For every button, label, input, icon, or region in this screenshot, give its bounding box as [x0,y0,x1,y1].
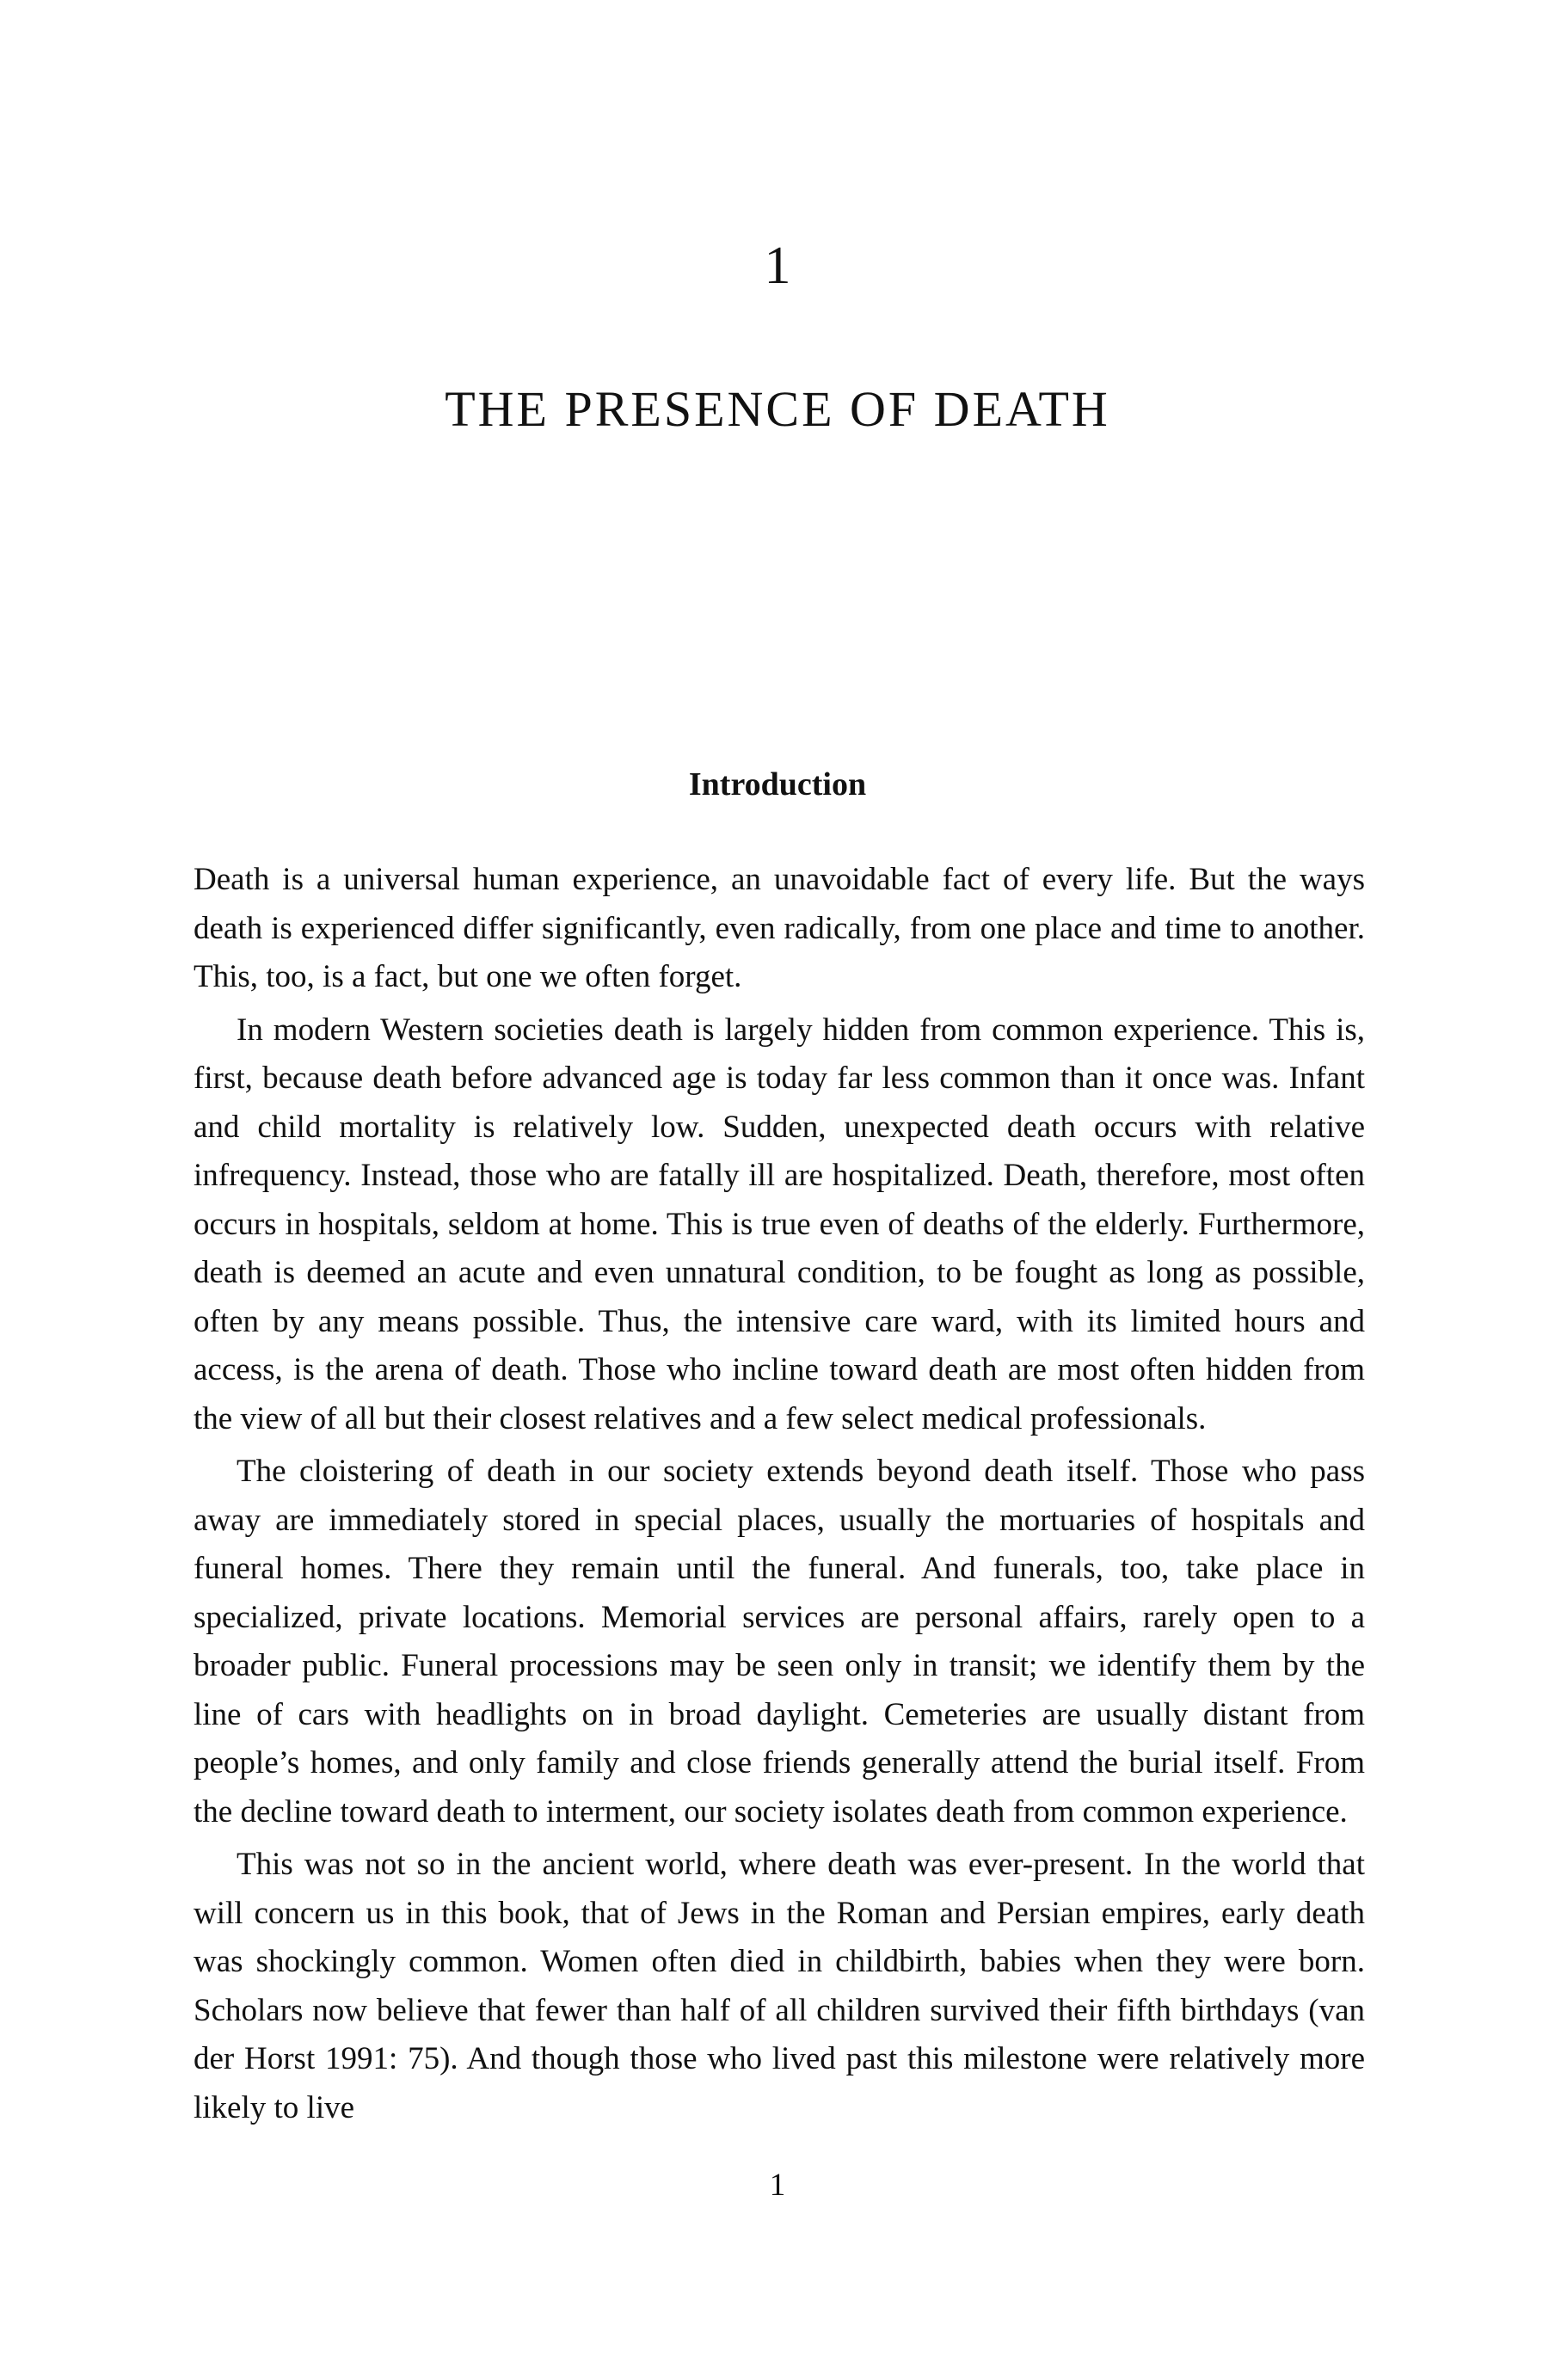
body-text [194,856,1365,2137]
page-number: 1 [769,2168,786,2203]
chapter-title: THE PRESENCE OF DEATH [445,381,1110,437]
paragraph: Death is a universal human experience, an unavoidable fact of every life. But the ways death is experienced differ significantly, even radically, from one place and time to another. This, too, is a fact, but one we often forget. [194,862,1365,994]
paragraph: This was not so in the ancient world, where death was ever-present. In the world that will concern us in this book, that of Jews in the Roman and Persian empires, early death was shockingly common. Women often died in childbirth, babies when they were born. Scholars now believe that fewer than half of all children survived their fifth birthdays (van der Horst 1991: 75). And though those who lived past this milestone were relatively more likely to live [194,1847,1365,2125]
paragraph: The cloistering of death in our society extends beyond death itself. Those who pass away are immediately stored in special places, usually the mortuaries of hospitals and funeral homes. There they remain until the funeral. And funerals, too, take place in specialized, private locations. Memorial services are personal affairs, rarely open to a broader public. Funeral processions may be seen only in transit; we identify them by the line of cars with headlights on in broad daylight. Cemeteries are usually distant from people’s homes, and only family and close friends generally attend the burial itself. From the decline toward death to interment, our society isolates death from common experience. [194,1454,1365,1830]
paragraph: In modern Western societies death is largely hidden from common experience. This is, first, because death before advanced age is today far less common than it once was. Infant and child mortality is relatively low. Sudden, unexpected death occurs with relative infrequency. Instead, those who are fatally ill are hospitalized. Death, therefore, most often occurs in hospitals, seldom at home. This is true even of deaths of the elderly. Furthermore, death is deemed an acute and even unnatural condition, to be fought as long as possible, often by any means possible. Thus, the intensive care ward, with its limited hours and access, is the arena of death. Those who incline toward death are most often hidden from the view of all but their closest relatives and a few select medical professionals. [194,1012,1365,1436]
chapter-number: 1 [764,237,791,295]
section-heading: Introduction [688,766,867,803]
